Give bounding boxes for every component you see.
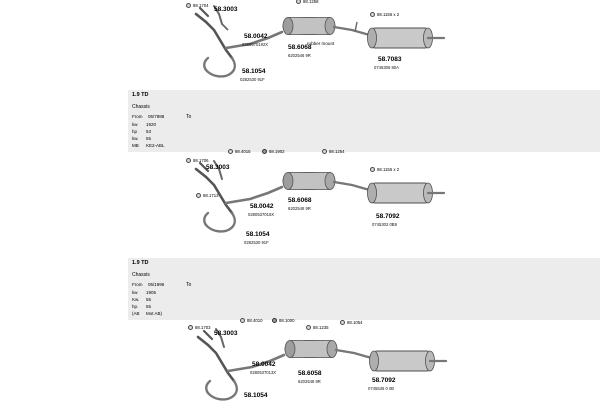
marker-label: 88.1258 xyxy=(303,0,319,4)
marker-label: 88.4010 xyxy=(247,318,263,323)
part-code-58-1054: 0282530 91F xyxy=(240,77,265,82)
rubber-mount-label: rubber mount xyxy=(307,41,335,46)
band-1-spec-1-value: 53 xyxy=(146,129,152,134)
band-1-from-label: From xyxy=(132,114,143,119)
marker-label: 88.1235 xyxy=(313,325,329,330)
band-2-spec-3-value: Mot AB) xyxy=(146,311,163,316)
band-2-spec-1-value: 55 xyxy=(146,297,152,302)
band-1-subtitle: Chassis xyxy=(132,104,150,110)
marker-label: 88.1706 xyxy=(193,158,209,163)
marker-88-1703 xyxy=(188,325,211,330)
clamp-ring-icon xyxy=(186,3,191,8)
marker-88-1258 xyxy=(296,0,319,4)
part-label-58-0042-mid: 58.0042 xyxy=(250,203,274,210)
marker-label: 88.1155 x 2 xyxy=(377,167,400,172)
info-band-1 xyxy=(128,90,600,152)
part-label-58-7083: 58.7083 xyxy=(378,56,402,63)
marker-label: 88.1703 xyxy=(195,325,211,330)
part-code-58-0042-bot: 0280537013X xyxy=(250,370,277,375)
marker-label: 88.1000 xyxy=(279,318,295,323)
band-1-spec-1-key: hp xyxy=(132,129,138,134)
part-label-58-1054: 58.1054 xyxy=(242,68,266,75)
marker-88-1254 xyxy=(322,149,345,154)
part-label-58-1054-mid: 58.1054 xyxy=(246,231,270,238)
part-label-58-6068: 58.6068 xyxy=(288,44,312,51)
clamp-ring-icon xyxy=(262,149,267,154)
band-2-from-label: From xyxy=(132,282,143,287)
clamp-ring-icon xyxy=(370,167,375,172)
part-code-58-6068: 6202546 9R xyxy=(288,53,311,58)
clamp-ring-icon xyxy=(296,0,301,4)
clamp-ring-icon xyxy=(306,325,311,330)
marker-label: 88.1704 xyxy=(193,3,209,8)
marker-88-1156 xyxy=(370,12,399,17)
marker-label: 88.1156 x 2 xyxy=(377,12,400,17)
band-1-spec-3-value: KE2-ABL xyxy=(146,143,165,148)
band-1-spec-2-key: kw. xyxy=(132,136,139,141)
band-2-spec-2-key: hp. xyxy=(132,304,139,309)
band-2-spec-2-value: 55 xyxy=(146,304,152,309)
part-label-58-0042: 58.0042 xyxy=(244,33,268,40)
band-2-spec-0-key: kw xyxy=(132,290,138,295)
part-code-58-7083: 0746306 80A xyxy=(374,65,399,70)
band-2-spec-0-value: 1905 xyxy=(146,290,157,295)
part-label-58-7092-bot: 58.7092 xyxy=(372,377,396,384)
clamp-ring-icon xyxy=(240,318,245,323)
clamp-ring-icon xyxy=(228,149,233,154)
part-code-58-6068-mid: 6202548 9R xyxy=(288,206,311,211)
band-2-title: 1.9 TD xyxy=(132,260,149,266)
part-code-58-6058-bot: 6202548 9R xyxy=(298,379,321,384)
clamp-ring-icon xyxy=(322,149,327,154)
marker-label: 88.4015 xyxy=(235,149,251,154)
band-1-spec-0-key: kw xyxy=(132,122,138,127)
clamp-ring-icon xyxy=(272,318,277,323)
clamp-ring-icon xyxy=(186,158,191,163)
marker-88-1704 xyxy=(186,3,209,8)
part-label-58-3003-mid: 58.3003 xyxy=(206,164,230,171)
clamp-ring-icon xyxy=(196,193,201,198)
marker-88-4015 xyxy=(228,149,251,154)
band-2-spec-3-key: (AB xyxy=(132,311,140,316)
part-code-58-7092-bot: 0745536 0 0B xyxy=(368,386,395,391)
clamp-ring-icon xyxy=(188,325,193,330)
part-label-58-7092-mid: 58.7092 xyxy=(376,213,400,220)
clamp-ring-icon xyxy=(340,320,345,325)
part-label-58-3003-bot: 58.3003 xyxy=(214,330,238,337)
part-label-58-1054-bot: 58.1054 xyxy=(244,392,268,399)
info-band-2 xyxy=(128,258,600,320)
part-label-58-3003: 58.3003 xyxy=(214,6,238,13)
marker-88-4010 xyxy=(240,318,263,323)
marker-88-1902 xyxy=(262,149,285,154)
band-1-spec-2-value: 55 xyxy=(146,136,152,141)
marker-label: 88.1054 xyxy=(347,320,363,325)
part-code-58-1054-mid: 0282530 91F xyxy=(244,240,269,245)
part-label-58-0042-bot: 58.0042 xyxy=(252,361,276,368)
part-label-58-6068-mid: 58.6068 xyxy=(288,197,312,204)
part-code-58-0042: 0280570192X xyxy=(242,42,269,47)
part-label-58-6058-bot: 58.6058 xyxy=(298,370,322,377)
marker-88-1054 xyxy=(340,320,363,325)
system-bottom-artwork xyxy=(0,325,600,405)
marker-label: 88.1254 xyxy=(329,149,345,154)
band-1-from-value: 05/7988 xyxy=(148,114,165,119)
marker-label: 88.1902 xyxy=(269,149,285,154)
part-code-58-7092-mid: 0745302 0B9 xyxy=(372,222,397,227)
band-2-to-label: To xyxy=(186,282,192,288)
band-1-spec-3-key: MB xyxy=(132,143,139,148)
marker-88-1155 xyxy=(370,167,399,172)
band-2-spec-1-key: Kw. xyxy=(132,297,140,302)
band-2-subtitle: Chassis xyxy=(132,272,150,278)
band-1-title: 1.9 TD xyxy=(132,92,149,98)
part-code-58-0042-mid: 0280537016X xyxy=(248,212,275,217)
band-1-spec-0-value: 1920 xyxy=(146,122,157,127)
band-1-to-label: To xyxy=(186,114,192,120)
marker-88-1713 xyxy=(196,193,219,198)
marker-88-1235 xyxy=(306,325,329,330)
marker-88-1706 xyxy=(186,158,209,163)
marker-88-1000 xyxy=(272,318,295,323)
band-2-from-value: 05/1996 xyxy=(148,282,165,287)
clamp-ring-icon xyxy=(370,12,375,17)
marker-label: 88.1713 xyxy=(203,193,219,198)
